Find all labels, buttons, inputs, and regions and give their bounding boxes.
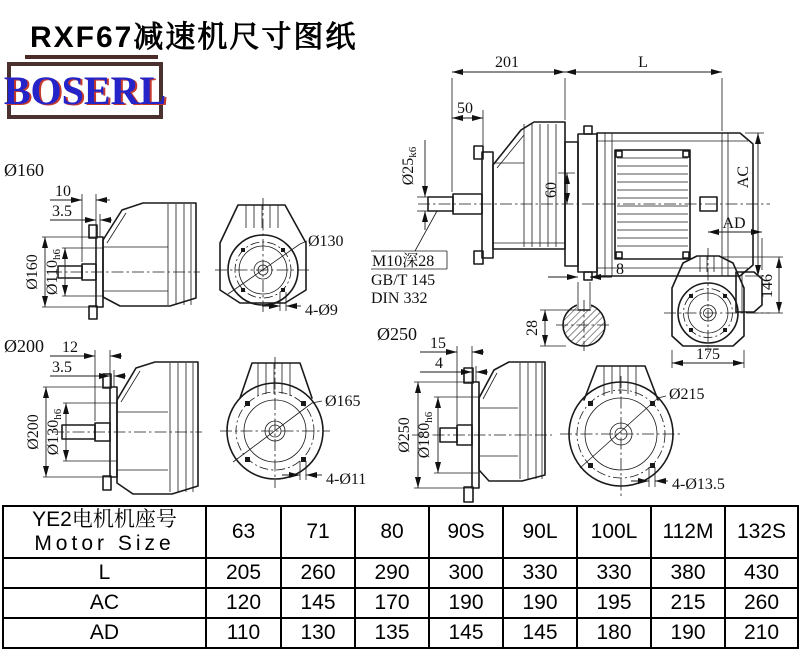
front130-holes-label: 4-Ø9 bbox=[305, 302, 338, 319]
table-cell: 170 bbox=[355, 588, 429, 618]
table-cell: 300 bbox=[429, 558, 503, 588]
table-cell: 190 bbox=[503, 588, 577, 618]
flange200-plate-dim: 3.5 bbox=[52, 359, 72, 376]
flange200-spigot-fit: h6 bbox=[52, 408, 64, 420]
table-cell: 120 bbox=[206, 588, 281, 618]
note-gb-standard: GB/T 145 bbox=[371, 272, 436, 289]
flange200-title: Ø200 bbox=[4, 336, 44, 356]
table-cell: 330 bbox=[503, 558, 577, 588]
flange250-od-dim: Ø250 bbox=[396, 417, 413, 453]
table-cell: 215 bbox=[651, 588, 725, 618]
key-depth-dim: 28 bbox=[524, 320, 541, 336]
title-underline bbox=[25, 55, 158, 59]
table-cell: 110 bbox=[206, 618, 281, 648]
dimension-table bbox=[2, 505, 799, 649]
shaft-diameter-value: Ø25 bbox=[400, 157, 417, 186]
table-cell: 210 bbox=[725, 618, 798, 648]
motor-size-header-cell bbox=[3, 506, 206, 558]
front215-holes-label: 4-Ø13.5 bbox=[672, 476, 725, 493]
flange160-plate-dim: 3.5 bbox=[52, 203, 72, 220]
brand-logo bbox=[3, 62, 167, 119]
front130-bolt-circle-label: Ø130 bbox=[308, 233, 344, 250]
size-col-80: 80 bbox=[355, 506, 429, 558]
page-title: RXF67减速机尺寸图纸 bbox=[30, 21, 358, 54]
motor-size-header-cn: YE2电机机座号 bbox=[32, 508, 177, 531]
table-cell: 380 bbox=[651, 558, 725, 588]
flange250-side-view bbox=[377, 324, 552, 502]
flange250-title: Ø250 bbox=[377, 324, 417, 344]
flange160-title: Ø160 bbox=[4, 160, 44, 180]
flange250-spigot-dim bbox=[416, 411, 435, 458]
dim-146-label: 146 bbox=[759, 274, 776, 298]
motor-size-header-en: Motor Size bbox=[34, 532, 175, 555]
main-side-view bbox=[371, 54, 770, 307]
key-cross-section bbox=[524, 261, 624, 351]
flange200-length-dim: 12 bbox=[62, 339, 78, 356]
shaft-diameter-label bbox=[400, 146, 419, 185]
size-col-90l: 90L bbox=[503, 506, 577, 558]
table-row-AC bbox=[3, 588, 798, 618]
table-cell: 180 bbox=[577, 618, 651, 648]
front215-view bbox=[560, 366, 725, 496]
table-cell: 195 bbox=[577, 588, 651, 618]
front165-holes-label: 4-Ø11 bbox=[326, 471, 367, 488]
front215-bolt-circle-label: Ø215 bbox=[669, 386, 705, 403]
front165-bolt-circle-label: Ø165 bbox=[325, 393, 361, 410]
table-cell: 290 bbox=[355, 558, 429, 588]
table-cell: 145 bbox=[503, 618, 577, 648]
table-cell: 330 bbox=[577, 558, 651, 588]
flange250-spigot-value: Ø180 bbox=[416, 422, 433, 459]
row-label-L: L bbox=[3, 558, 206, 588]
flange160-od-dim: Ø160 bbox=[24, 254, 41, 290]
flange200-side-view bbox=[4, 336, 202, 494]
front130-view bbox=[215, 198, 344, 319]
size-col-63: 63 bbox=[206, 506, 281, 558]
dim-AD-label: AD bbox=[722, 215, 746, 232]
size-col-132s: 132S bbox=[725, 506, 798, 558]
note-tapped-hole: M10深28 bbox=[372, 253, 435, 270]
flange160-spigot-dim bbox=[44, 249, 63, 295]
table-header-row bbox=[3, 506, 798, 558]
brand-logo-text: BOSERL bbox=[3, 67, 167, 113]
flange250-plate-dim: 4 bbox=[435, 355, 443, 372]
size-col-71: 71 bbox=[281, 506, 355, 558]
flange200-od-dim: Ø200 bbox=[25, 414, 42, 450]
table-cell: 190 bbox=[429, 588, 503, 618]
flange250-length-dim: 15 bbox=[430, 335, 446, 352]
note-din-standard: DIN 332 bbox=[371, 290, 428, 307]
dim-50-label: 50 bbox=[457, 100, 473, 117]
dim-175-label: 175 bbox=[696, 346, 720, 363]
key-width-dim: 8 bbox=[616, 261, 624, 278]
dim-AC-label: AC bbox=[735, 165, 752, 189]
table-cell: 145 bbox=[281, 588, 355, 618]
table-cell: 430 bbox=[725, 558, 798, 588]
dim-201-label: 201 bbox=[495, 54, 519, 71]
size-col-100l: 100L bbox=[577, 506, 651, 558]
flange160-length-dim: 10 bbox=[55, 183, 71, 200]
flange250-spigot-fit: h6 bbox=[423, 411, 435, 423]
table-row-L bbox=[3, 558, 798, 588]
flange160-spigot-fit: h6 bbox=[51, 249, 63, 261]
row-label-AC: AC bbox=[3, 588, 206, 618]
table-cell: 190 bbox=[651, 618, 725, 648]
dim-L-label: L bbox=[638, 54, 648, 71]
table-cell: 130 bbox=[281, 618, 355, 648]
table-cell: 260 bbox=[725, 588, 798, 618]
dim-60-label: 60 bbox=[543, 182, 560, 198]
table-cell: 145 bbox=[429, 618, 503, 648]
flange160-side-view bbox=[4, 160, 200, 319]
row-label-AD: AD bbox=[3, 618, 206, 648]
table-row-AD bbox=[3, 618, 798, 648]
shaft-fit-label: k6 bbox=[407, 146, 419, 158]
front165-view bbox=[220, 357, 366, 488]
flange200-spigot-value: Ø130 bbox=[45, 419, 62, 456]
flange200-spigot-dim bbox=[45, 408, 64, 455]
table-cell: 205 bbox=[206, 558, 281, 588]
table-cell: 135 bbox=[355, 618, 429, 648]
flange160-spigot-value: Ø110 bbox=[44, 260, 61, 295]
size-col-112m: 112M bbox=[651, 506, 725, 558]
size-col-90s: 90S bbox=[429, 506, 503, 558]
table-cell: 260 bbox=[281, 558, 355, 588]
